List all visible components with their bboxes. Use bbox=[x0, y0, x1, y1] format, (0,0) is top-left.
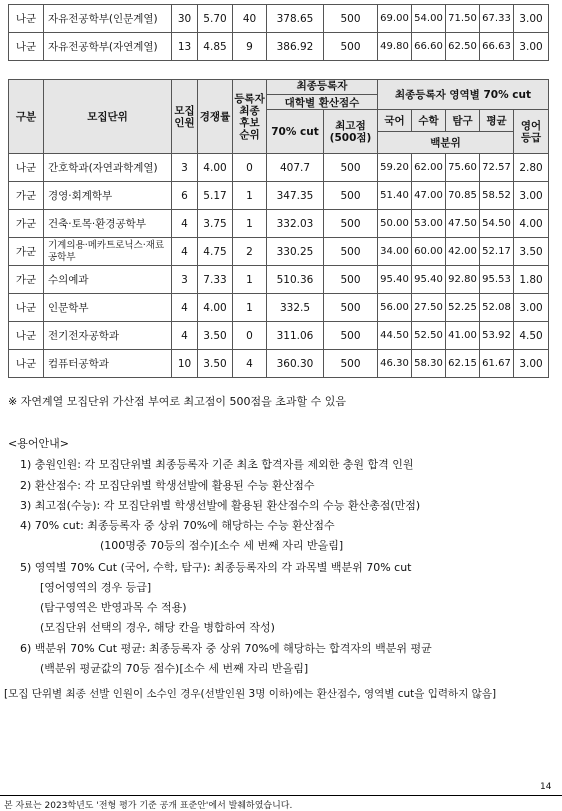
glossary-item-6-sub: (백분위 평균값의 70등 점수)[소수 세 번째 자리 반올림] bbox=[40, 662, 309, 675]
cell-eng: 3.00 bbox=[514, 350, 549, 378]
cell-inq: 75.60 bbox=[446, 154, 480, 182]
header-unit: 모집단위 bbox=[44, 80, 172, 154]
cell-cut70: 330.25 bbox=[267, 238, 324, 266]
top-table-row bbox=[9, 5, 549, 33]
cell-max: 500 bbox=[324, 322, 378, 350]
cell-inq: 41.00 bbox=[446, 322, 480, 350]
cell-eng: 3.00 bbox=[514, 182, 549, 210]
header-kor: 국어 bbox=[378, 110, 412, 132]
cell-rank: 0 bbox=[233, 322, 267, 350]
table-row bbox=[9, 322, 549, 350]
cell-max: 500 bbox=[324, 33, 378, 61]
cell-rank: 1 bbox=[233, 266, 267, 294]
cell-max: 500 bbox=[324, 210, 378, 238]
cell-math: 60.00 bbox=[412, 238, 446, 266]
header-math: 수학 bbox=[412, 110, 446, 132]
table-row bbox=[9, 154, 549, 182]
glossary-item-1: 1) 충원인원: 각 모집단위별 최종등록자 기준 최초 합격자를 제외한 충원 합격 인원 bbox=[20, 458, 414, 471]
cell-kor: 46.30 bbox=[378, 350, 412, 378]
cell-group: 나군 bbox=[9, 294, 44, 322]
cell-unit: 기계의용·메카트로닉스·재료공학부 bbox=[44, 238, 172, 266]
cell-math: 58.30 bbox=[412, 350, 446, 378]
cell-ratio: 4.00 bbox=[198, 154, 233, 182]
glossary-item-5-sub1: [영어영역의 경우 등급] bbox=[40, 581, 152, 594]
cell-capacity: 10 bbox=[172, 350, 198, 378]
footer-text: 본 자료는 2023학년도 '전형 평가 기준 공개 표준안'에서 발췌하였습니다. bbox=[4, 801, 293, 811]
header-capacity: 모집인원 bbox=[172, 80, 198, 154]
cell-ratio: 3.75 bbox=[198, 210, 233, 238]
header-inq: 탐구 bbox=[446, 110, 480, 132]
cell-eng: 3.00 bbox=[514, 5, 549, 33]
cell-avg: 66.63 bbox=[480, 33, 514, 61]
cell-max: 500 bbox=[324, 350, 378, 378]
cell-eng: 4.00 bbox=[514, 210, 549, 238]
cell-capacity: 6 bbox=[172, 182, 198, 210]
cell-cut70: 332.5 bbox=[267, 294, 324, 322]
cell-avg: 58.52 bbox=[480, 182, 514, 210]
cell-rank: 4 bbox=[233, 350, 267, 378]
header-area-title: 최종등록자 영역별 70% cut bbox=[378, 80, 549, 110]
cell-kor: 59.20 bbox=[378, 154, 412, 182]
cell-inq: 62.50 bbox=[446, 33, 480, 61]
cell-kor: 95.40 bbox=[378, 266, 412, 294]
cell-group: 나군 bbox=[9, 5, 44, 33]
cell-math: 95.40 bbox=[412, 266, 446, 294]
cell-rank: 1 bbox=[233, 294, 267, 322]
cell-group: 가군 bbox=[9, 266, 44, 294]
cell-math: 47.00 bbox=[412, 182, 446, 210]
cell-eng: 2.80 bbox=[514, 154, 549, 182]
cell-eng: 1.80 bbox=[514, 266, 549, 294]
header-conv-label: 대학별 환산점수 bbox=[267, 94, 377, 109]
cell-unit: 자유전공학부(인문계열) bbox=[44, 5, 172, 33]
glossary-item-3: 3) 최고점(수능): 각 모집단위별 학생선발에 활용된 환산점수의 수능 환산총점(만점) bbox=[20, 499, 421, 512]
cell-capacity: 30 bbox=[172, 5, 198, 33]
cell-capacity: 3 bbox=[172, 154, 198, 182]
note-text: ※ 자연계열 모집단위 가산점 부여로 최고점이 500점을 초과할 수 있음 bbox=[8, 395, 346, 408]
cell-max: 500 bbox=[324, 238, 378, 266]
cell-max: 500 bbox=[324, 294, 378, 322]
glossary-item-2: 2) 환산점수: 각 모집단위별 학생선발에 활용된 수능 환산점수 bbox=[20, 479, 315, 492]
header-cut70: 70% cut bbox=[267, 110, 324, 154]
cell-ratio: 4.85 bbox=[198, 33, 233, 61]
header-ratio: 경쟁률 bbox=[198, 80, 233, 154]
page-number: 14 bbox=[540, 782, 552, 792]
cell-group: 나군 bbox=[9, 33, 44, 61]
cell-avg: 61.67 bbox=[480, 350, 514, 378]
glossary-item-4-sub: (100명중 70등의 점수)[소수 세 번째 자리 반올림] bbox=[100, 539, 344, 552]
cell-max: 500 bbox=[324, 266, 378, 294]
cell-unit: 자유전공학부(자연계열) bbox=[44, 33, 172, 61]
cell-math: 52.50 bbox=[412, 322, 446, 350]
cell-group: 가군 bbox=[9, 238, 44, 266]
cell-capacity: 4 bbox=[172, 322, 198, 350]
cell-unit: 인문학부 bbox=[44, 294, 172, 322]
glossary-item-5-sub3: (모집단위 선택의 경우, 해당 칸을 병합하여 작성) bbox=[40, 621, 275, 634]
cell-cut70: 378.65 bbox=[267, 5, 324, 33]
cell-cut70: 347.35 bbox=[267, 182, 324, 210]
top-table-row bbox=[9, 33, 549, 61]
cell-rank: 9 bbox=[233, 33, 267, 61]
cell-inq: 92.80 bbox=[446, 266, 480, 294]
cell-ratio: 3.50 bbox=[198, 350, 233, 378]
cell-kor: 49.80 bbox=[378, 33, 412, 61]
cell-ratio: 3.50 bbox=[198, 322, 233, 350]
cell-cut70: 311.06 bbox=[267, 322, 324, 350]
cell-cut70: 510.36 bbox=[267, 266, 324, 294]
admission-results-table bbox=[8, 79, 549, 378]
cell-kor: 56.00 bbox=[378, 294, 412, 322]
cell-math: 66.60 bbox=[412, 33, 446, 61]
cell-capacity: 4 bbox=[172, 238, 198, 266]
glossary-item-5: 5) 영역별 70% Cut (국어, 수학, 탐구): 최종등록자의 각 과목별 백분위 70% cut bbox=[20, 561, 412, 574]
cell-unit: 전기전자공학과 bbox=[44, 322, 172, 350]
cell-eng: 4.50 bbox=[514, 322, 549, 350]
header-group: 구분 bbox=[9, 80, 44, 154]
cell-ratio: 5.70 bbox=[198, 5, 233, 33]
cell-ratio: 4.00 bbox=[198, 294, 233, 322]
footer-divider bbox=[0, 795, 562, 796]
cell-rank: 0 bbox=[233, 154, 267, 182]
cell-group: 나군 bbox=[9, 350, 44, 378]
cell-max: 500 bbox=[324, 182, 378, 210]
cell-avg: 53.92 bbox=[480, 322, 514, 350]
cell-kor: 44.50 bbox=[378, 322, 412, 350]
cell-ratio: 5.17 bbox=[198, 182, 233, 210]
cell-kor: 51.40 bbox=[378, 182, 412, 210]
cell-capacity: 4 bbox=[172, 294, 198, 322]
cell-cut70: 386.92 bbox=[267, 33, 324, 61]
cell-avg: 52.08 bbox=[480, 294, 514, 322]
cell-inq: 71.50 bbox=[446, 5, 480, 33]
cell-inq: 42.00 bbox=[446, 238, 480, 266]
cell-inq: 70.85 bbox=[446, 182, 480, 210]
glossary-title: <용어안내> bbox=[8, 437, 69, 450]
header-max: 최고점 (500점) bbox=[324, 110, 378, 154]
cell-ratio: 7.33 bbox=[198, 266, 233, 294]
table-row bbox=[9, 210, 549, 238]
cell-capacity: 13 bbox=[172, 33, 198, 61]
cell-group: 나군 bbox=[9, 154, 44, 182]
table-row bbox=[9, 238, 549, 266]
cell-rank: 2 bbox=[233, 238, 267, 266]
cell-kor: 34.00 bbox=[378, 238, 412, 266]
cell-avg: 95.53 bbox=[480, 266, 514, 294]
cell-inq: 47.50 bbox=[446, 210, 480, 238]
cell-rank: 1 bbox=[233, 182, 267, 210]
cell-unit: 컴퓨터공학과 bbox=[44, 350, 172, 378]
cell-eng: 3.50 bbox=[514, 238, 549, 266]
header-avg: 평균 bbox=[480, 110, 514, 132]
glossary-item-4: 4) 70% cut: 최종등록자 중 상위 70%에 해당하는 수능 환산점수 bbox=[20, 519, 335, 532]
cell-cut70: 332.03 bbox=[267, 210, 324, 238]
cell-rank: 40 bbox=[233, 5, 267, 33]
table-row bbox=[9, 266, 549, 294]
table-row bbox=[9, 182, 549, 210]
top-admission-table bbox=[8, 4, 549, 61]
cell-avg: 54.50 bbox=[480, 210, 514, 238]
cell-max: 500 bbox=[324, 154, 378, 182]
cell-unit: 경영·회계학부 bbox=[44, 182, 172, 210]
cell-eng: 3.00 bbox=[514, 33, 549, 61]
cell-group: 나군 bbox=[9, 322, 44, 350]
cell-max: 500 bbox=[324, 5, 378, 33]
cell-inq: 62.15 bbox=[446, 350, 480, 378]
cell-math: 54.00 bbox=[412, 5, 446, 33]
header-eng: 영어 등급 bbox=[514, 110, 549, 154]
cell-group: 가군 bbox=[9, 182, 44, 210]
cell-eng: 3.00 bbox=[514, 294, 549, 322]
cell-cut70: 360.30 bbox=[267, 350, 324, 378]
cell-avg: 52.17 bbox=[480, 238, 514, 266]
cell-kor: 50.00 bbox=[378, 210, 412, 238]
cell-unit: 수의예과 bbox=[44, 266, 172, 294]
table-row bbox=[9, 350, 549, 378]
table-row bbox=[9, 294, 549, 322]
cell-unit: 건축·토목·환경공학부 bbox=[44, 210, 172, 238]
cell-avg: 72.57 bbox=[480, 154, 514, 182]
cell-avg: 67.33 bbox=[480, 5, 514, 33]
glossary-item-6: 6) 백분위 70% Cut 평균: 최종등록자 중 상위 70%에 해당하는 합격자의 백분위 평균 bbox=[20, 642, 432, 655]
cell-capacity: 3 bbox=[172, 266, 198, 294]
glossary-item-5-sub2: (탐구영역은 반영과목 수 적용) bbox=[40, 601, 187, 614]
cell-cut70: 407.7 bbox=[267, 154, 324, 182]
header-final-reg bbox=[267, 80, 378, 110]
cell-math: 27.50 bbox=[412, 294, 446, 322]
cell-capacity: 4 bbox=[172, 210, 198, 238]
cell-rank: 1 bbox=[233, 210, 267, 238]
header-rank: 등록자 최종 후보 순위 bbox=[233, 80, 267, 154]
bracket-note: [모집 단위별 최종 선발 인원이 소수인 경우(선발인원 3명 이하)에는 환산점수, 영역별 cut을 입력하지 않음] bbox=[4, 688, 497, 700]
cell-kor: 69.00 bbox=[378, 5, 412, 33]
cell-unit: 간호학과(자연과학계열) bbox=[44, 154, 172, 182]
cell-inq: 52.25 bbox=[446, 294, 480, 322]
cell-math: 53.00 bbox=[412, 210, 446, 238]
cell-math: 62.00 bbox=[412, 154, 446, 182]
header-pct: 백분위 bbox=[378, 132, 514, 154]
header-final-reg-label: 최종등록자 bbox=[296, 80, 348, 92]
cell-ratio: 4.75 bbox=[198, 238, 233, 266]
cell-group: 가군 bbox=[9, 210, 44, 238]
